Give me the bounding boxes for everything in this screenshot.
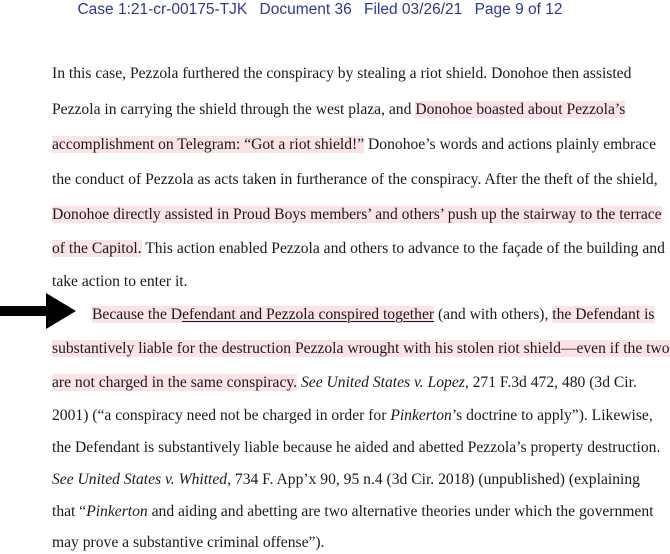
text-line: In this case, Pezzola furthered the conspiracy by stealing a riot shield. Donohoe then assisted [52, 65, 632, 82]
text-line: 2001) (“a conspiracy need not be charged in order for Pinkerton’s doctrine to apply”). Likewise, [52, 407, 653, 424]
text-line: the Defendant is substantively liable because he aided and abetted Pezzola’s property destruction. [52, 439, 661, 456]
text-line: of the Capitol. This action enabled Pezzola and others to advance to the façade of the building and [52, 240, 665, 257]
highlight: Donohoe boasted about Pezzola’s [415, 101, 626, 118]
text-line: accomplishment on Telegram: “Got a riot shield!” Donohoe’s words and actions plainly embrace [52, 136, 657, 153]
text-line: Pezzola in carrying the shield through the west plaza, and Donohoe boasted about Pezzola’s [52, 101, 626, 118]
text-line: may prove a substantive criminal offense”). [52, 534, 325, 551]
text-line: take action to enter it. [52, 273, 188, 290]
text-line: that “Pinkerton and aiding and abetting are two alternative theories under which the government [52, 503, 654, 520]
document-number: Document 36 [259, 1, 352, 18]
highlight: the Defendant is [552, 306, 655, 323]
text-line [52, 204, 662, 226]
highlight: accomplishment on Telegram: “Got a riot shield!” [52, 136, 365, 153]
text-line: See United States v. Whitted, 734 F. App’x 90, 95 n.4 (3d Cir. 2018) (unpublished) (explaining [52, 471, 640, 488]
text-line [52, 338, 670, 360]
text-line: the conduct of Pezzola as acts taken in furtherance of the conspiracy. After the theft of the shield, [52, 171, 658, 188]
highlight: substantively liable for the destruction Pezzola wrought with his stolen riot shield—even if the two [52, 340, 670, 357]
highlight: Because the D [92, 306, 183, 323]
right-arrow-icon [0, 291, 76, 331]
text-line: are not charged in the same conspiracy. See United States v. Lopez, 271 F.3d 472, 480 (3d Cir. [52, 374, 637, 391]
case-number: Case 1:21-cr-00175-TJK [77, 1, 248, 18]
highlight: Donohoe directly assisted in Proud Boys members’ and others’ push up the stairway to the terrace [52, 206, 662, 223]
underlined-highlight: efendant and Pezzola conspired together [182, 306, 435, 323]
text-line: Because the Defendant and Pezzola conspired together (and with others), the Defendant is [92, 306, 655, 323]
highlight: are not charged in the same conspiracy. [52, 374, 298, 391]
highlight: of the Capitol. [52, 240, 142, 257]
page-header [0, 1, 640, 19]
page-number: Page 9 of 12 [474, 1, 563, 18]
filed-date: Filed 03/26/21 [364, 1, 463, 18]
